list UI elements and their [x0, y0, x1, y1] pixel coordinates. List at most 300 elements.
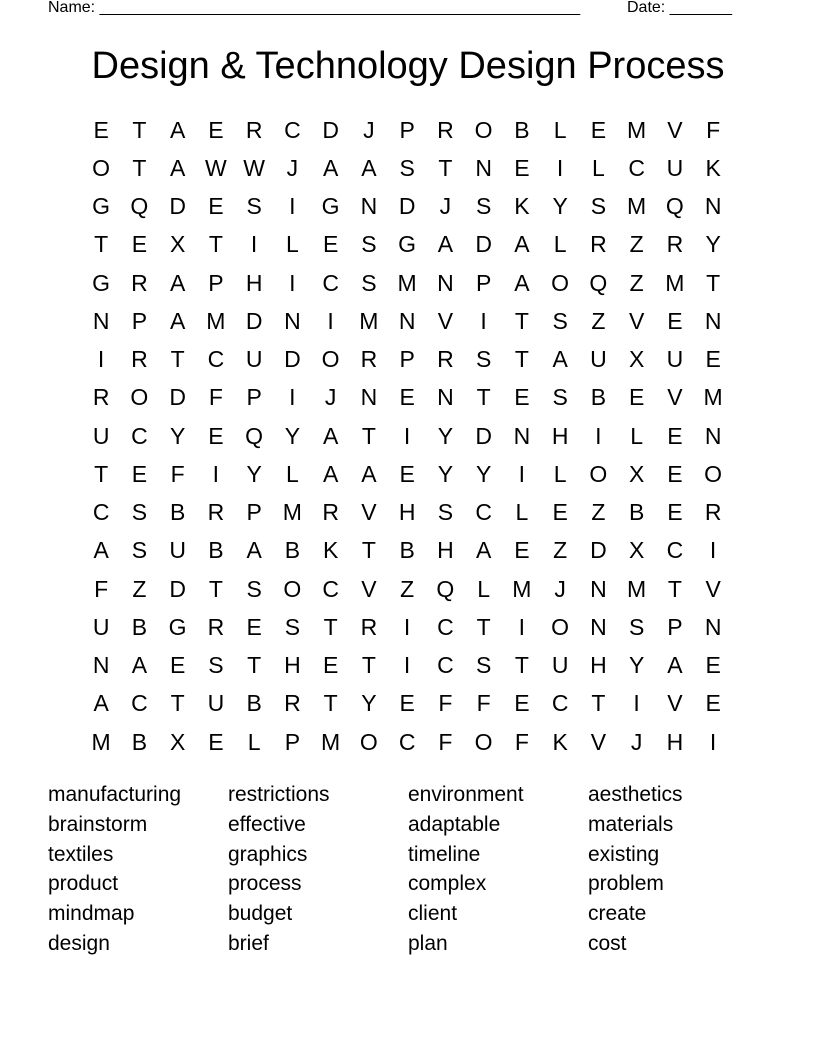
- grid-cell[interactable]: E: [705, 652, 721, 679]
- grid-cell[interactable]: S: [590, 193, 607, 220]
- grid-cell[interactable]: T: [132, 154, 147, 181]
- grid-cell[interactable]: D: [590, 537, 607, 564]
- grid-cell[interactable]: E: [705, 346, 721, 373]
- grid-cell[interactable]: M: [91, 728, 111, 755]
- grid-cell[interactable]: A: [667, 652, 683, 679]
- grid-cell[interactable]: G: [398, 231, 417, 258]
- grid-cell[interactable]: P: [667, 613, 683, 640]
- word-list-item: graphics: [228, 842, 308, 866]
- grid-cell[interactable]: T: [132, 116, 147, 143]
- grid-cell[interactable]: L: [285, 231, 299, 258]
- grid-cell[interactable]: F: [706, 116, 721, 143]
- grid-cell[interactable]: N: [437, 384, 454, 411]
- grid-cell[interactable]: S: [246, 575, 262, 602]
- grid-cell[interactable]: V: [705, 575, 721, 602]
- grid-cell[interactable]: S: [475, 346, 492, 373]
- letter-grid: [82, 111, 732, 761]
- grid-cell[interactable]: X: [628, 346, 645, 373]
- grid-cell[interactable]: Y: [361, 690, 377, 717]
- grid-cell[interactable]: E: [208, 116, 224, 143]
- grid-cell[interactable]: U: [590, 346, 607, 373]
- grid-cell[interactable]: V: [437, 307, 454, 334]
- grid-cell[interactable]: C: [284, 116, 301, 143]
- grid-cell[interactable]: E: [208, 193, 224, 220]
- grid-cell[interactable]: M: [512, 575, 532, 602]
- grid-cell[interactable]: D: [169, 575, 186, 602]
- grid-cell[interactable]: B: [628, 499, 645, 526]
- grid-cell[interactable]: T: [323, 613, 338, 640]
- grid-cell[interactable]: L: [247, 728, 261, 755]
- grid-cell[interactable]: T: [361, 422, 376, 449]
- grid-cell[interactable]: V: [667, 384, 683, 411]
- grid-cell[interactable]: I: [403, 652, 411, 679]
- grid-cell[interactable]: B: [399, 537, 415, 564]
- grid-cell[interactable]: Y: [475, 460, 492, 487]
- grid-cell[interactable]: S: [131, 537, 148, 564]
- grid-cell[interactable]: E: [552, 499, 568, 526]
- grid-cell[interactable]: A: [93, 690, 109, 717]
- grid-cell[interactable]: R: [590, 231, 607, 258]
- grid-cell[interactable]: N: [360, 193, 378, 220]
- grid-cell[interactable]: G: [92, 269, 111, 296]
- grid-cell[interactable]: J: [554, 575, 566, 602]
- grid-cell[interactable]: W: [205, 154, 227, 181]
- grid-cell[interactable]: E: [399, 460, 415, 487]
- date-field[interactable]: Date: _______: [627, 0, 732, 16]
- grid-cell[interactable]: E: [514, 384, 530, 411]
- grid-cell[interactable]: R: [284, 690, 301, 717]
- grid-cell[interactable]: A: [475, 537, 492, 564]
- grid-cell[interactable]: A: [93, 537, 109, 564]
- grid-cell[interactable]: E: [514, 154, 530, 181]
- grid-cell[interactable]: T: [94, 231, 109, 258]
- grid-cell[interactable]: P: [284, 728, 301, 755]
- grid-cell[interactable]: F: [476, 690, 491, 717]
- grid-cell[interactable]: F: [438, 690, 453, 717]
- grid-cell[interactable]: J: [439, 193, 452, 220]
- grid-cell[interactable]: N: [704, 613, 722, 640]
- grid-cell[interactable]: N: [284, 307, 301, 334]
- grid-cell[interactable]: M: [627, 193, 647, 220]
- grid-cell[interactable]: A: [131, 652, 148, 679]
- grid-cell[interactable]: U: [666, 346, 684, 373]
- grid-cell[interactable]: E: [590, 116, 607, 143]
- grid-cell[interactable]: Y: [628, 652, 645, 679]
- grid-cell[interactable]: T: [438, 154, 453, 181]
- grid-cell[interactable]: A: [514, 231, 530, 258]
- grid-cell[interactable]: N: [704, 193, 722, 220]
- grid-cell[interactable]: L: [553, 460, 567, 487]
- grid-cell[interactable]: S: [361, 269, 377, 296]
- grid-cell[interactable]: S: [399, 154, 415, 181]
- name-field[interactable]: Name: ______________________________________________________: [48, 0, 581, 16]
- grid-cell[interactable]: L: [477, 575, 491, 602]
- grid-cell[interactable]: S: [475, 193, 492, 220]
- grid-cell[interactable]: J: [630, 728, 643, 755]
- grid-cell[interactable]: E: [514, 537, 530, 564]
- grid-cell[interactable]: Q: [589, 269, 608, 296]
- grid-cell[interactable]: O: [551, 613, 570, 640]
- grid-cell[interactable]: R: [704, 499, 722, 526]
- grid-cell[interactable]: R: [131, 269, 148, 296]
- grid-cell[interactable]: K: [552, 728, 568, 755]
- grid-cell[interactable]: P: [246, 499, 262, 526]
- grid-cell[interactable]: O: [359, 728, 378, 755]
- grid-cell[interactable]: O: [130, 384, 149, 411]
- grid-cell[interactable]: R: [322, 499, 339, 526]
- grid-cell[interactable]: M: [627, 116, 647, 143]
- grid-cell[interactable]: Q: [130, 193, 149, 220]
- grid-cell[interactable]: C: [437, 613, 454, 640]
- grid-cell[interactable]: E: [131, 231, 148, 258]
- grid-cell[interactable]: R: [437, 116, 454, 143]
- grid-cell[interactable]: I: [289, 193, 296, 220]
- grid-cell[interactable]: E: [322, 231, 339, 258]
- grid-cell[interactable]: T: [170, 690, 185, 717]
- grid-cell[interactable]: U: [92, 613, 110, 640]
- word-list-item: mindmap: [48, 902, 135, 926]
- grid-cell[interactable]: Z: [629, 269, 644, 296]
- grid-cell[interactable]: F: [94, 575, 109, 602]
- grid-cell[interactable]: S: [552, 307, 568, 334]
- grid-cell[interactable]: E: [322, 652, 339, 679]
- grid-cell[interactable]: C: [207, 346, 225, 373]
- grid-cell[interactable]: L: [553, 231, 567, 258]
- grid-cell[interactable]: L: [285, 460, 299, 487]
- grid-cell[interactable]: U: [169, 537, 186, 564]
- grid-cell[interactable]: B: [246, 690, 262, 717]
- grid-cell[interactable]: I: [289, 384, 296, 411]
- grid-cell[interactable]: C: [551, 690, 569, 717]
- grid-cell[interactable]: Z: [132, 575, 147, 602]
- grid-cell[interactable]: Z: [629, 231, 644, 258]
- grid-cell[interactable]: B: [169, 499, 186, 526]
- grid-cell[interactable]: U: [207, 690, 225, 717]
- grid-cell[interactable]: N: [513, 422, 531, 449]
- grid-cell[interactable]: U: [245, 346, 263, 373]
- grid-cell[interactable]: Y: [284, 422, 301, 449]
- grid-cell[interactable]: T: [706, 269, 721, 296]
- grid-cell[interactable]: S: [552, 384, 568, 411]
- grid-cell[interactable]: E: [399, 384, 415, 411]
- grid-cell[interactable]: L: [591, 154, 605, 181]
- grid-cell[interactable]: V: [628, 307, 645, 334]
- grid-cell[interactable]: Y: [169, 422, 186, 449]
- grid-cell[interactable]: T: [514, 346, 529, 373]
- grid-cell[interactable]: I: [709, 728, 717, 755]
- grid-cell[interactable]: R: [666, 231, 684, 258]
- grid-cell[interactable]: D: [169, 193, 186, 220]
- grid-cell[interactable]: Z: [591, 499, 606, 526]
- grid-cell[interactable]: D: [284, 346, 301, 373]
- grid-cell[interactable]: E: [208, 728, 224, 755]
- grid-cell[interactable]: R: [131, 346, 148, 373]
- grid-cell[interactable]: G: [321, 193, 340, 220]
- grid-cell[interactable]: N: [704, 307, 722, 334]
- grid-cell[interactable]: E: [667, 422, 683, 449]
- grid-cell[interactable]: D: [169, 384, 186, 411]
- grid-cell[interactable]: Y: [705, 231, 721, 258]
- grid-cell[interactable]: T: [170, 346, 185, 373]
- grid-cell[interactable]: M: [665, 269, 685, 296]
- grid-cell[interactable]: Q: [665, 193, 684, 220]
- grid-cell[interactable]: Q: [245, 422, 264, 449]
- grid-cell[interactable]: T: [476, 613, 491, 640]
- grid-cell[interactable]: P: [399, 116, 415, 143]
- grid-cell[interactable]: E: [705, 690, 721, 717]
- grid-cell[interactable]: S: [208, 652, 224, 679]
- grid-cell[interactable]: C: [322, 269, 339, 296]
- grid-cell[interactable]: T: [208, 575, 223, 602]
- grid-cell[interactable]: V: [667, 690, 683, 717]
- grid-cell[interactable]: E: [667, 460, 683, 487]
- grid-cell[interactable]: K: [322, 537, 339, 564]
- grid-cell[interactable]: M: [627, 575, 647, 602]
- grid-cell[interactable]: M: [282, 499, 302, 526]
- grid-cell[interactable]: A: [322, 154, 339, 181]
- grid-cell[interactable]: O: [704, 460, 723, 487]
- grid-cell[interactable]: E: [131, 460, 148, 487]
- grid-cell[interactable]: C: [131, 690, 148, 717]
- grid-cell[interactable]: U: [92, 422, 110, 449]
- grid-cell[interactable]: U: [551, 652, 569, 679]
- grid-cell[interactable]: D: [475, 231, 492, 258]
- grid-cell[interactable]: Z: [400, 575, 415, 602]
- grid-cell[interactable]: D: [398, 193, 416, 220]
- grid-cell[interactable]: R: [437, 346, 454, 373]
- grid-cell[interactable]: R: [92, 384, 110, 411]
- grid-cell[interactable]: I: [518, 460, 526, 487]
- grid-cell[interactable]: L: [515, 499, 529, 526]
- grid-cell[interactable]: P: [246, 384, 262, 411]
- grid-cell[interactable]: I: [97, 346, 105, 373]
- grid-cell[interactable]: D: [475, 422, 492, 449]
- grid-cell[interactable]: V: [361, 499, 377, 526]
- grid-cell[interactable]: C: [398, 728, 416, 755]
- grid-cell[interactable]: A: [169, 269, 186, 296]
- grid-cell[interactable]: A: [169, 154, 186, 181]
- grid-cell[interactable]: A: [246, 537, 262, 564]
- grid-cell[interactable]: A: [169, 307, 186, 334]
- grid-cell[interactable]: B: [131, 613, 148, 640]
- grid-cell[interactable]: F: [208, 384, 223, 411]
- page-title: Design & Technology Design Process: [91, 45, 725, 87]
- grid-cell[interactable]: R: [207, 499, 225, 526]
- grid-cell[interactable]: Y: [437, 422, 454, 449]
- grid-cell[interactable]: A: [169, 116, 186, 143]
- grid-cell[interactable]: T: [514, 652, 529, 679]
- grid-cell[interactable]: Z: [591, 307, 606, 334]
- grid-cell[interactable]: O: [551, 269, 570, 296]
- grid-cell[interactable]: V: [361, 575, 377, 602]
- grid-cell[interactable]: C: [92, 499, 110, 526]
- grid-cell[interactable]: Y: [437, 460, 454, 487]
- grid-cell[interactable]: Y: [246, 460, 262, 487]
- grid-cell[interactable]: H: [666, 728, 684, 755]
- grid-cell[interactable]: O: [92, 154, 111, 181]
- grid-cell[interactable]: C: [322, 575, 339, 602]
- grid-cell[interactable]: H: [551, 422, 569, 449]
- grid-cell[interactable]: Q: [436, 575, 455, 602]
- grid-cell[interactable]: R: [245, 116, 263, 143]
- grid-cell[interactable]: I: [250, 231, 258, 258]
- grid-cell[interactable]: N: [704, 422, 722, 449]
- grid-cell[interactable]: I: [289, 269, 296, 296]
- grid-cell[interactable]: F: [514, 728, 529, 755]
- grid-cell[interactable]: T: [208, 231, 223, 258]
- grid-cell[interactable]: T: [591, 690, 606, 717]
- grid-cell[interactable]: N: [398, 307, 416, 334]
- grid-cell[interactable]: B: [284, 537, 301, 564]
- grid-cell[interactable]: N: [475, 154, 492, 181]
- grid-cell[interactable]: C: [475, 499, 492, 526]
- grid-cell[interactable]: T: [361, 652, 376, 679]
- grid-cell[interactable]: S: [131, 499, 148, 526]
- grid-cell[interactable]: H: [245, 269, 263, 296]
- grid-cell[interactable]: X: [169, 728, 186, 755]
- grid-cell[interactable]: F: [170, 460, 185, 487]
- grid-cell[interactable]: H: [437, 537, 454, 564]
- grid-cell[interactable]: G: [92, 193, 111, 220]
- grid-cell[interactable]: A: [552, 346, 568, 373]
- grid-cell[interactable]: E: [628, 384, 645, 411]
- grid-cell[interactable]: M: [397, 269, 417, 296]
- grid-cell[interactable]: I: [595, 422, 602, 449]
- grid-cell[interactable]: A: [514, 269, 530, 296]
- grid-cell[interactable]: E: [93, 116, 109, 143]
- grid-cell[interactable]: K: [514, 193, 530, 220]
- grid-cell[interactable]: B: [131, 728, 148, 755]
- grid-cell[interactable]: R: [360, 346, 378, 373]
- grid-cell[interactable]: S: [475, 652, 492, 679]
- grid-cell[interactable]: C: [666, 537, 684, 564]
- grid-cell[interactable]: N: [590, 575, 607, 602]
- grid-cell[interactable]: A: [322, 422, 339, 449]
- grid-cell[interactable]: I: [480, 307, 487, 334]
- grid-cell[interactable]: R: [207, 613, 225, 640]
- grid-cell[interactable]: O: [283, 575, 302, 602]
- grid-cell[interactable]: T: [247, 652, 262, 679]
- grid-cell[interactable]: T: [514, 307, 529, 334]
- word-list-item: materials: [588, 812, 674, 836]
- grid-cell[interactable]: P: [399, 346, 415, 373]
- grid-cell[interactable]: P: [475, 269, 492, 296]
- grid-cell[interactable]: V: [590, 728, 607, 755]
- grid-cell[interactable]: A: [322, 460, 339, 487]
- grid-cell[interactable]: S: [628, 613, 645, 640]
- grid-cell[interactable]: R: [360, 613, 378, 640]
- grid-cell[interactable]: J: [286, 154, 299, 181]
- grid-cell[interactable]: I: [518, 613, 526, 640]
- grid-cell[interactable]: D: [245, 307, 263, 334]
- grid-cell[interactable]: H: [590, 652, 607, 679]
- grid-cell[interactable]: N: [92, 652, 110, 679]
- grid-cell[interactable]: E: [667, 499, 683, 526]
- grid-cell[interactable]: S: [284, 613, 301, 640]
- grid-cell[interactable]: Y: [552, 193, 568, 220]
- grid-cell[interactable]: T: [361, 537, 376, 564]
- grid-cell[interactable]: T: [323, 690, 338, 717]
- grid-cell[interactable]: O: [321, 346, 340, 373]
- grid-cell[interactable]: M: [703, 384, 723, 411]
- grid-cell[interactable]: M: [359, 307, 379, 334]
- word-list-item: brief: [228, 931, 269, 955]
- word-list-item: effective: [228, 812, 306, 836]
- grid-cell[interactable]: S: [361, 231, 377, 258]
- grid-cell[interactable]: I: [403, 613, 411, 640]
- grid-cell[interactable]: J: [363, 116, 375, 143]
- grid-cell[interactable]: T: [476, 384, 491, 411]
- grid-cell[interactable]: E: [169, 652, 186, 679]
- grid-cell[interactable]: N: [92, 307, 110, 334]
- grid-cell[interactable]: P: [131, 307, 148, 334]
- grid-cell[interactable]: H: [284, 652, 301, 679]
- grid-cell[interactable]: X: [628, 460, 645, 487]
- grid-cell[interactable]: N: [437, 269, 454, 296]
- grid-cell[interactable]: E: [399, 690, 415, 717]
- grid-cell[interactable]: I: [212, 460, 220, 487]
- word-list-item: client: [408, 902, 458, 926]
- grid-cell[interactable]: X: [628, 537, 645, 564]
- grid-cell[interactable]: O: [474, 116, 493, 143]
- grid-cell[interactable]: E: [246, 613, 262, 640]
- grid-cell[interactable]: E: [208, 422, 224, 449]
- grid-cell[interactable]: M: [206, 307, 226, 334]
- grid-cell[interactable]: M: [321, 728, 341, 755]
- grid-cell[interactable]: K: [705, 154, 721, 181]
- grid-cell[interactable]: B: [514, 116, 530, 143]
- grid-cell[interactable]: L: [553, 116, 567, 143]
- grid-cell[interactable]: H: [398, 499, 416, 526]
- grid-cell[interactable]: I: [709, 537, 717, 564]
- grid-cell[interactable]: S: [437, 499, 454, 526]
- grid-cell[interactable]: E: [667, 307, 683, 334]
- grid-cell[interactable]: O: [474, 728, 493, 755]
- grid-cell[interactable]: L: [630, 422, 644, 449]
- grid-cell[interactable]: J: [324, 384, 337, 411]
- grid-cell[interactable]: N: [360, 384, 378, 411]
- grid-cell[interactable]: T: [667, 575, 682, 602]
- grid-cell[interactable]: A: [361, 154, 377, 181]
- grid-cell[interactable]: P: [208, 269, 224, 296]
- grid-cell[interactable]: I: [633, 690, 640, 717]
- grid-cell[interactable]: V: [667, 116, 683, 143]
- grid-cell[interactable]: G: [168, 613, 187, 640]
- grid-cell[interactable]: W: [243, 154, 265, 181]
- grid-cell[interactable]: D: [322, 116, 339, 143]
- grid-cell[interactable]: E: [514, 690, 530, 717]
- grid-cell[interactable]: A: [361, 460, 377, 487]
- grid-cell[interactable]: A: [437, 231, 454, 258]
- grid-cell[interactable]: X: [169, 231, 186, 258]
- grid-cell[interactable]: I: [403, 422, 411, 449]
- grid-cell[interactable]: I: [556, 154, 564, 181]
- grid-cell[interactable]: C: [628, 154, 645, 181]
- grid-cell[interactable]: F: [438, 728, 453, 755]
- grid-cell[interactable]: N: [590, 613, 607, 640]
- grid-cell[interactable]: B: [590, 384, 607, 411]
- grid-cell[interactable]: Z: [553, 537, 568, 564]
- grid-cell[interactable]: U: [666, 154, 684, 181]
- grid-cell[interactable]: C: [131, 422, 148, 449]
- grid-cell[interactable]: B: [208, 537, 224, 564]
- grid-cell[interactable]: C: [437, 652, 454, 679]
- grid-cell[interactable]: S: [246, 193, 262, 220]
- word-list-item: timeline: [408, 842, 481, 866]
- grid-cell[interactable]: O: [589, 460, 608, 487]
- grid-cell[interactable]: T: [94, 460, 109, 487]
- grid-cell[interactable]: I: [327, 307, 334, 334]
